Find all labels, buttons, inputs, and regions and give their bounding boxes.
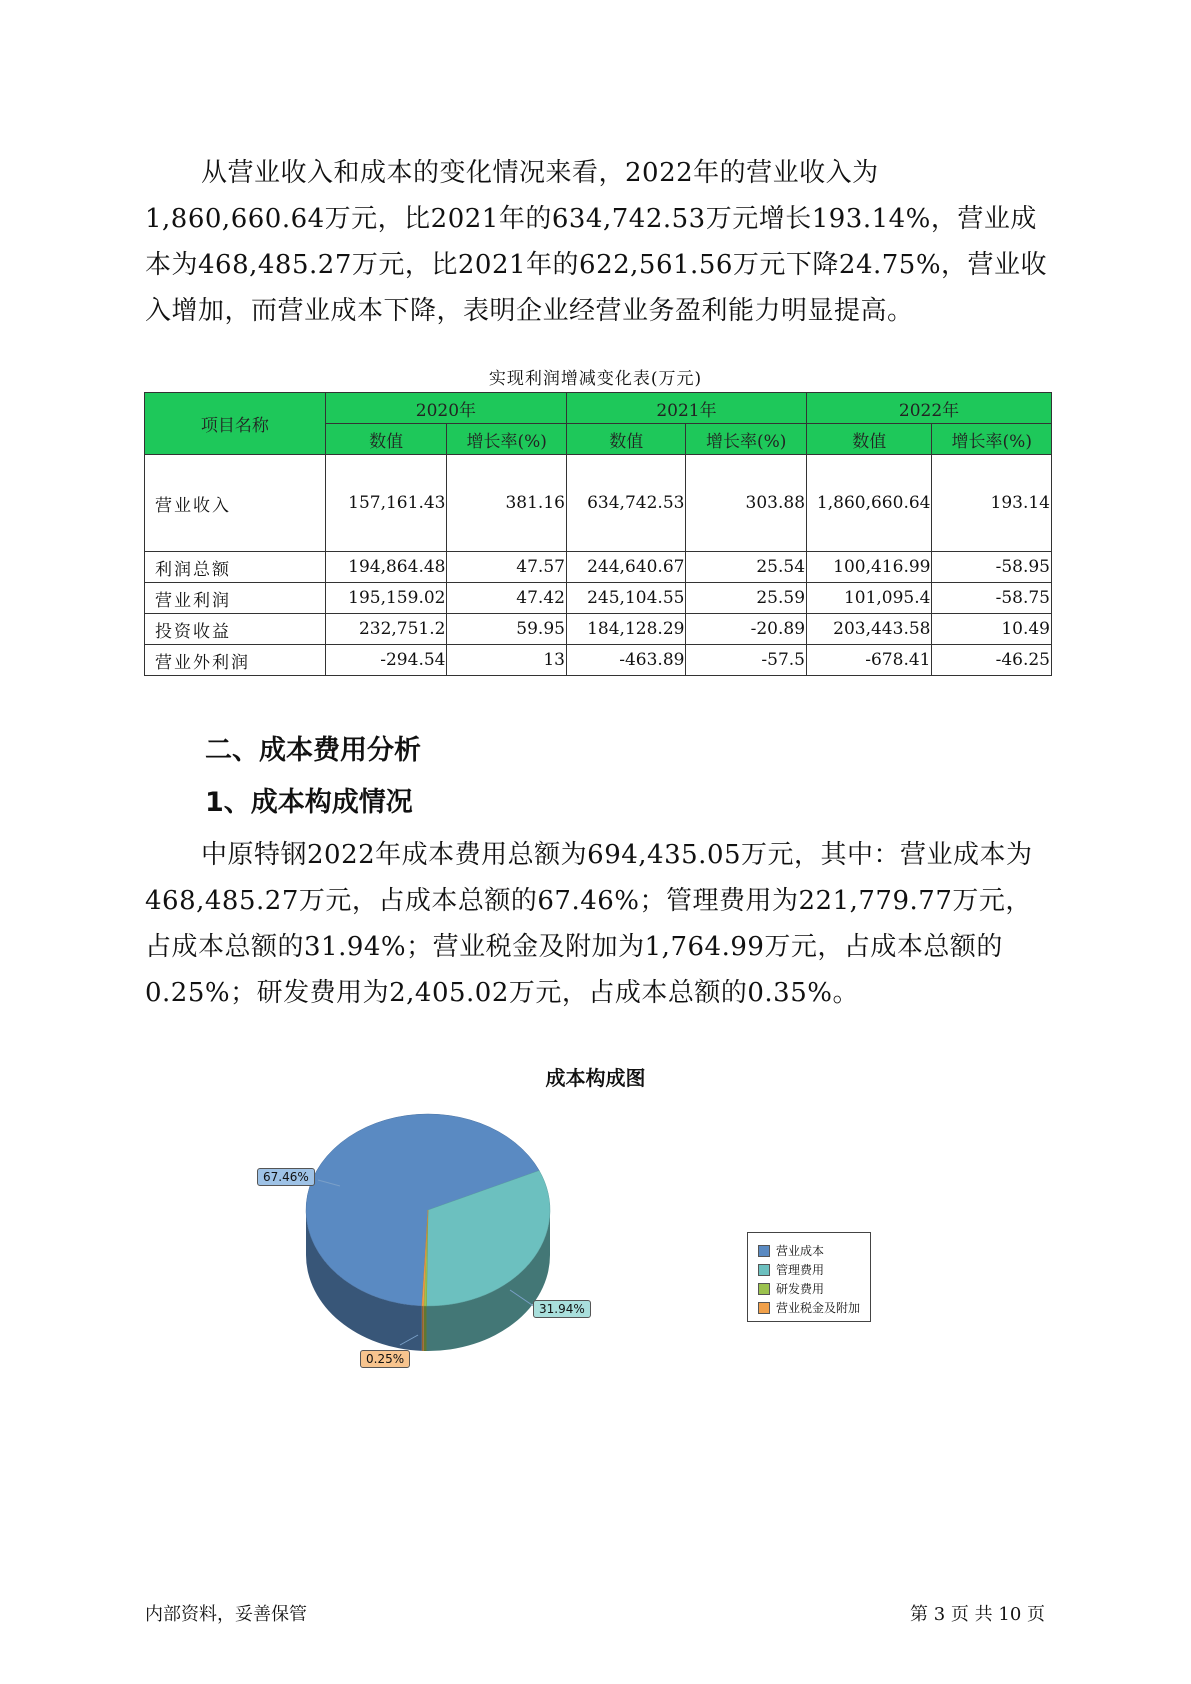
year-header: 2020年 bbox=[325, 393, 566, 424]
pie-slice-side bbox=[424, 1306, 427, 1351]
table-cell: 245,104.55 bbox=[566, 583, 685, 614]
pie-slice-side bbox=[422, 1306, 424, 1351]
legend-label: 营业税金及附加 bbox=[776, 1301, 861, 1315]
table-cell: 25.59 bbox=[686, 583, 807, 614]
table-cell: 47.42 bbox=[447, 583, 566, 614]
table-cell: 203,443.58 bbox=[807, 614, 932, 645]
table-cell: 47.57 bbox=[447, 552, 566, 583]
table-cell: 184,128.29 bbox=[566, 614, 685, 645]
legend-swatch bbox=[758, 1283, 770, 1295]
legend-label: 研发费用 bbox=[776, 1282, 825, 1296]
slice-label-operating-cost: 67.46% bbox=[257, 1168, 315, 1186]
footer-confidential: 内部资料，妥善保管 bbox=[145, 1604, 307, 1625]
row-label: 投资收益 bbox=[145, 614, 326, 645]
table-cell: -57.5 bbox=[686, 645, 807, 676]
table-cell: 381.16 bbox=[447, 455, 566, 552]
table-cell: 193.14 bbox=[932, 455, 1052, 552]
legend-swatch bbox=[758, 1264, 770, 1276]
section-heading: 二、成本费用分析 bbox=[205, 735, 421, 766]
table-cell: -46.25 bbox=[932, 645, 1052, 676]
table-cell: 1,860,660.64 bbox=[807, 455, 932, 552]
year-header: 2021年 bbox=[566, 393, 806, 424]
table-cell: 232,751.2 bbox=[325, 614, 447, 645]
table-cell: 101,095.4 bbox=[807, 583, 932, 614]
table-cell: -58.75 bbox=[932, 583, 1052, 614]
table-cell: 195,159.02 bbox=[325, 583, 447, 614]
row-label: 营业收入 bbox=[145, 455, 326, 552]
chart-legend bbox=[747, 1232, 871, 1322]
footer-page-number: 第 3 页 共 10 页 bbox=[910, 1604, 1045, 1625]
table-cell: 194,864.48 bbox=[325, 552, 447, 583]
slice-label-tax-surcharge: 0.25% bbox=[360, 1350, 410, 1368]
table-cell: -20.89 bbox=[686, 614, 807, 645]
growth-header: 增长率(%) bbox=[447, 424, 566, 455]
chart-title: 成本构成图 bbox=[545, 1066, 646, 1090]
value-header: 数值 bbox=[325, 424, 447, 455]
table-cell: 157,161.43 bbox=[325, 455, 447, 552]
legend-item bbox=[758, 1298, 870, 1317]
value-header: 数值 bbox=[566, 424, 685, 455]
table-cell: -463.89 bbox=[566, 645, 685, 676]
slice-label-management-expense: 31.94% bbox=[533, 1300, 591, 1318]
table-cell: -678.41 bbox=[807, 645, 932, 676]
table-cell: 100,416.99 bbox=[807, 552, 932, 583]
legend-label: 营业成本 bbox=[776, 1244, 825, 1258]
legend-item bbox=[758, 1241, 870, 1260]
table-cell: 634,742.53 bbox=[566, 455, 685, 552]
subsection-heading: 1、成本构成情况 bbox=[205, 787, 413, 818]
legend-item bbox=[758, 1260, 870, 1279]
growth-header: 增长率(%) bbox=[932, 424, 1052, 455]
legend-label: 管理费用 bbox=[776, 1263, 825, 1277]
paragraph-cost-structure-text: 中原特钢2022年成本费用总额为694,435.05万元，其中：营业成本为468,485.27万元，占成本总额的67.46%；管理费用为221,779.77万元，占成本总额的31.94%；营业税金及附加为1,764.99万元，占成本总额的0.25%；研发费用为2,405.02万元，占成本总额的0.35%。 bbox=[145, 840, 1033, 1008]
legend-item bbox=[758, 1279, 870, 1298]
table-cell: -294.54 bbox=[325, 645, 447, 676]
value-header: 数值 bbox=[807, 424, 932, 455]
table-cell: 10.49 bbox=[932, 614, 1052, 645]
table-cell: 25.54 bbox=[686, 552, 807, 583]
paragraph-revenue-cost-text: 从营业收入和成本的变化情况来看，2022年的营业收入为1,860,660.64万元，比2021年的634,742.53万元增长193.14%，营业成本为468,485.27万元，比2021年的622,561.56万元下降24.75%，营业收入增加，而营业成本下降，表明企业经营业务盈利能力明显提高。 bbox=[145, 158, 1048, 326]
table-caption: 实现利润增减变化表(万元) bbox=[488, 369, 703, 389]
table-cell: 13 bbox=[447, 645, 566, 676]
row-label: 营业利润 bbox=[145, 583, 326, 614]
row-label: 营业外利润 bbox=[145, 645, 326, 676]
legend-swatch bbox=[758, 1245, 770, 1257]
table-cell: 59.95 bbox=[447, 614, 566, 645]
growth-header: 增长率(%) bbox=[686, 424, 807, 455]
row-label: 利润总额 bbox=[145, 552, 326, 583]
item-name-header: 项目名称 bbox=[145, 393, 326, 455]
legend-swatch bbox=[758, 1302, 770, 1314]
table-cell: 303.88 bbox=[686, 455, 807, 552]
year-header: 2022年 bbox=[807, 393, 1052, 424]
table-cell: 244,640.67 bbox=[566, 552, 685, 583]
table-cell: -58.95 bbox=[932, 552, 1052, 583]
